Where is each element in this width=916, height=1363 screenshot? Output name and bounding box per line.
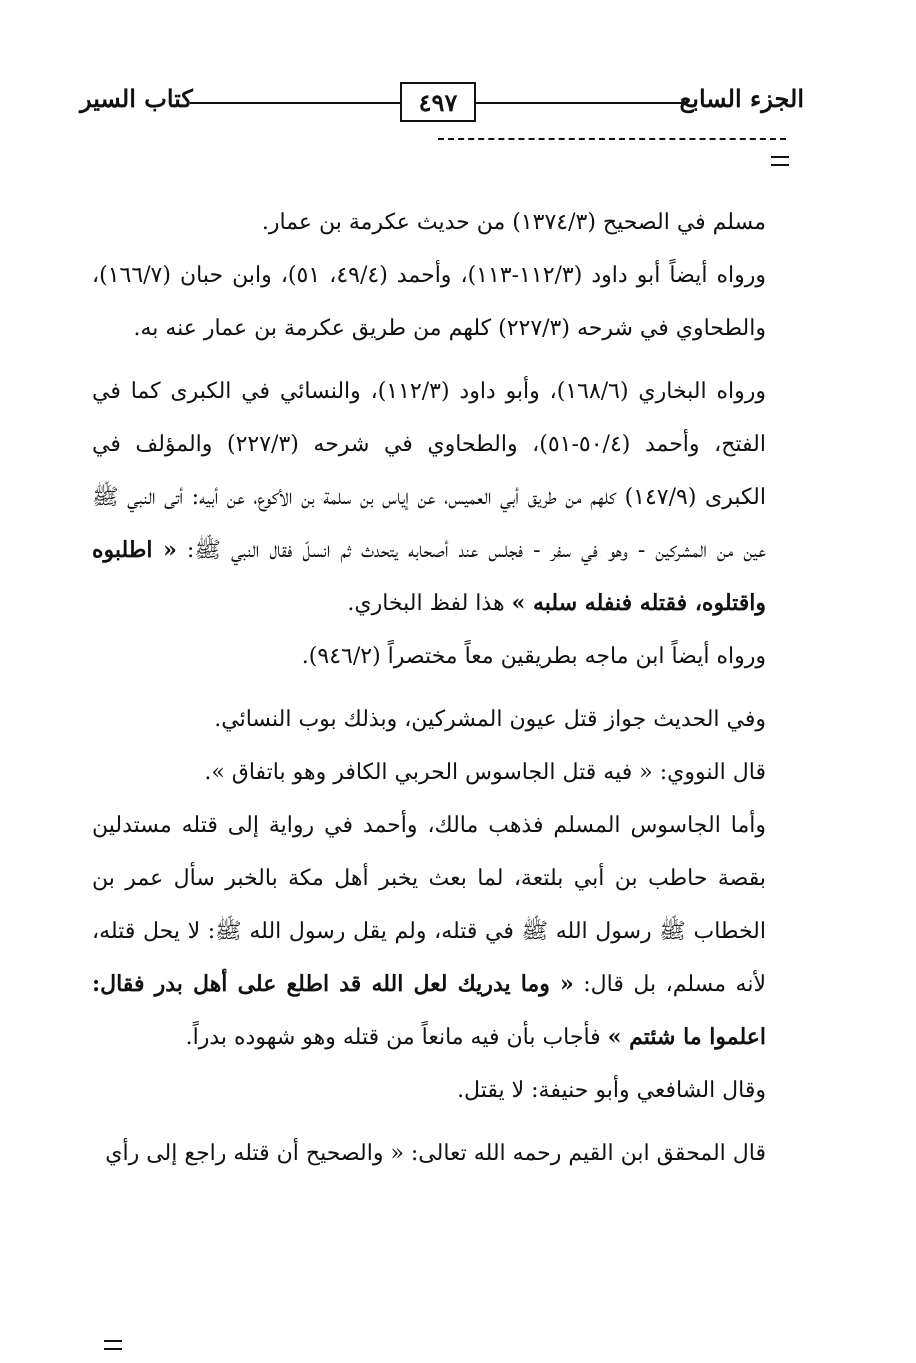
double-bar-mark: [104, 1340, 122, 1350]
paragraph: مسلم في الصحيح (١٣٧٤/٣) من حديث عكرمة بن عمار.: [261, 210, 766, 235]
header-rule: [475, 102, 684, 104]
paragraph: وقال الشافعي وأبو حنيفة: لا يقتل.: [457, 1078, 766, 1103]
hadith-quote: « اطلبوه واقتلوه، فقتله فنفله سلبه »: [92, 537, 766, 616]
paragraph: ورواه أيضاً ابن ماجه بطريقين معاً مختصراً (٩٤٦/٢).: [301, 644, 766, 669]
paragraph: ورواه أيضاً أبو داود (١١٢/٣-١١٣)، وأحمد (٤٩/٤، ٥١)، وابن حبان (١٦٦/٧)، والطحاوي في شرحه (٢٢٧/٣) كلهم من طريق عكرمة بن عمار عنه به.: [92, 263, 767, 341]
paragraph: قال المحقق ابن القيم رحمه الله تعالى: « والصحيح أن قتله راجع إلى رأي: [105, 1141, 766, 1166]
paragraph: [92, 746, 766, 799]
badr-quote: « وما يدريك لعل الله قد اطلع على أهل بدر فقال: اعلموا ما شئتم »: [92, 971, 766, 1050]
running-header: [80, 78, 804, 128]
paragraph: وفي الحديث جواز قتل عيون المشركين، وبذلك بوب النسائي.: [214, 707, 766, 732]
book-title: كتاب السير: [80, 84, 193, 113]
nawawi-label: قال النووي:: [659, 760, 766, 785]
header-rule: [190, 102, 402, 104]
double-bar-mark: [771, 156, 789, 166]
hadith-source-note: هذا لفظ البخاري.: [347, 591, 505, 616]
paragraph-text: ورواه البخاري (١٦٨/٦)، وأبو داود (١١٢/٣)، والنسائي في الكبرى كما في الفتح، وأحمد (٥٠/٤-٥١)، والطحاوي في شرحه (٢٢٧/٣) والمؤلف في الكبرى (١٤٧/٩) كلهم من طريق أبي العميس، عن إياس بن سلمة بن الأكوع، عن أبيه: أتى النبي ﷺ عين من المشركين - وهو في سفر - فجلس عند أصحابه يتحدث ثم انسلّ فقال النبي ﷺ:: [92, 379, 766, 563]
nawawi-quote: « فيه قتل الجاسوس الحربي الكافر وهو باتفاق ».: [204, 760, 653, 785]
paragraph: [92, 799, 766, 1064]
paragraph: [92, 365, 766, 630]
page-number: ٤٩٧: [400, 82, 476, 122]
paragraph-text: وأما الجاسوس المسلم فذهب مالك، وأحمد في رواية إلى قتله مستدلين بقصة حاطب بن أبي بلتعة، لما بعث يخبر أهل مكة بالخبر سأل عمر بن الخطاب ﷺ رسول الله ﷺ في قتله، ولم يقل رسول الله ﷺ: لا يحل قتله، لأنه مسلم، بل قال:: [92, 813, 766, 997]
volume-title: الجزء السابع: [679, 84, 804, 113]
badr-note: فأجاب بأن فيه مانعاً من قتله وهو شهوده بدراً.: [185, 1025, 601, 1050]
body-text: [92, 196, 766, 1180]
header-dashed-rule: [438, 138, 786, 140]
